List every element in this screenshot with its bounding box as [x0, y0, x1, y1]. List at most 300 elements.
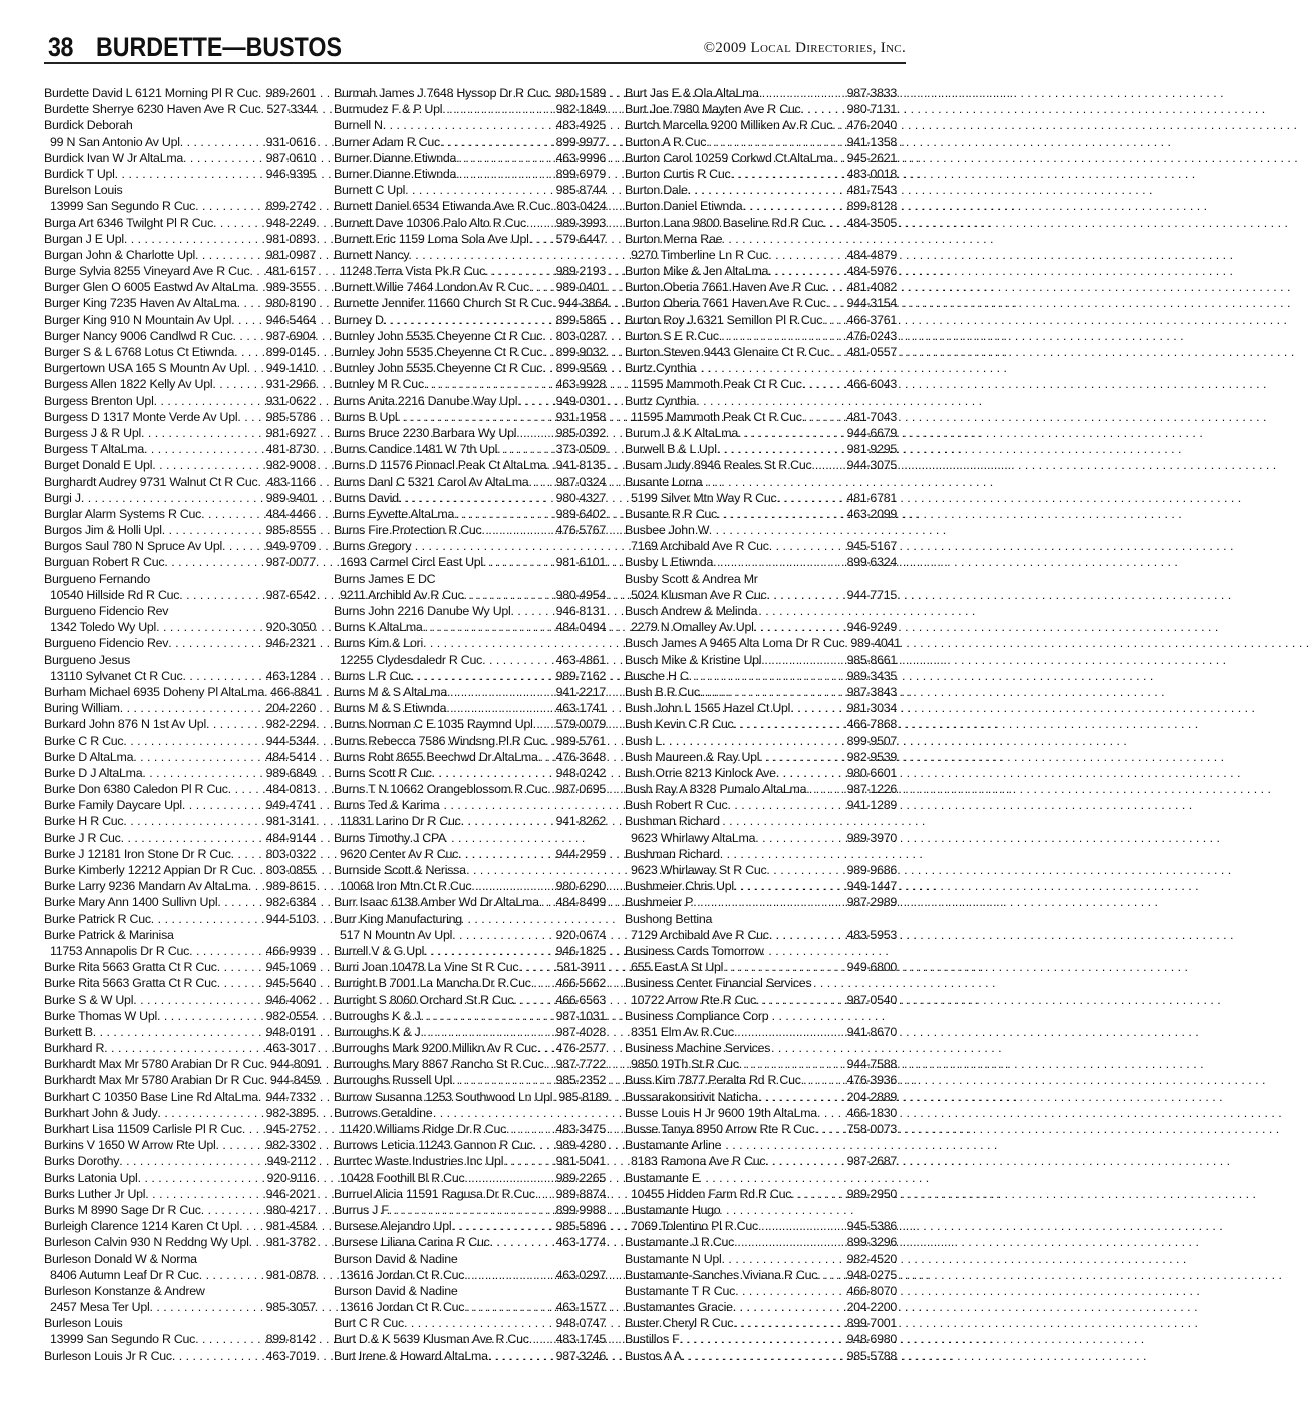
- header-rule: [44, 62, 906, 64]
- listing-phone: 483-0018: [846, 166, 897, 181]
- listing-address: 10540 Hillside Rd R Cuc: [50, 587, 180, 602]
- listing-entry: [334, 295, 609, 311]
- listing-phone: 948-0191: [265, 1024, 316, 1039]
- listing-phone: 989-4280: [555, 1138, 606, 1153]
- listing-phone: 987-1226: [846, 782, 897, 797]
- listing-name: Burner Dianne Etiwnda: [334, 166, 457, 181]
- copyright-notice: ©2009 Local Directories, Inc.: [703, 40, 906, 56]
- listing-name: Burton Carol 10259 Corkwd Ct AltaLma: [625, 150, 833, 165]
- listing-entry: [334, 652, 606, 668]
- listing-name: Burkhardt Max Mr 5780 Arabian Dr R Cuc: [44, 1073, 264, 1088]
- listing-entry: [334, 425, 606, 441]
- dot-leader: [719, 328, 845, 344]
- listing-entry: [625, 554, 897, 570]
- listing-name: Burke D AltaLma: [44, 749, 134, 764]
- dot-leader: [180, 134, 264, 150]
- listing-name: Burkard John 876 N 1st Av Upl: [44, 717, 206, 732]
- listing-entry: [44, 376, 316, 392]
- listing-phone: 982-4520: [846, 1251, 897, 1266]
- listing-name: Burdette Sherrye 6230 Haven Ave R Cuc: [44, 102, 261, 117]
- listing-entry: [334, 684, 606, 700]
- dot-leader: [228, 781, 264, 797]
- listing-phone: 941-8670: [846, 1024, 897, 1039]
- listing-entry: [625, 376, 897, 392]
- listing-entry: [625, 1331, 897, 1347]
- listing-entry: [334, 360, 606, 376]
- dot-leader: [682, 1348, 845, 1364]
- listing-entry: [625, 198, 897, 214]
- listing-name: Burgess T AltaLma: [44, 442, 144, 457]
- listing-name: Burns Eyvette AltaLma: [334, 506, 455, 521]
- listing-name: Burson David & Nadine: [334, 1251, 458, 1266]
- listing-phone: 949-0301: [555, 393, 606, 408]
- dot-leader: [121, 830, 264, 846]
- dot-leader: [156, 619, 264, 635]
- dot-leader: [545, 733, 554, 749]
- listing-name: Bursese Alejandro Upl: [334, 1219, 452, 1234]
- dot-leader: [247, 360, 264, 376]
- dot-leader: [81, 490, 264, 506]
- listing-phone: 899-6324: [846, 555, 897, 570]
- listing-name: Burt Joe 7980 Mayten Ave R Cuc: [625, 102, 801, 117]
- listing-phone: 985-5788: [846, 1348, 897, 1363]
- listing-entry: [44, 1331, 316, 1347]
- listing-name: Burke Thomas W Upl: [44, 1008, 158, 1023]
- listing-address: 517 N Mountn Av Upl: [340, 927, 453, 942]
- listing-phone: 944-3075: [846, 458, 897, 473]
- dot-leader: [488, 1348, 554, 1364]
- listing-name: Burum J & K AltaLma: [625, 425, 739, 440]
- listing-phone: 899-9569: [555, 361, 606, 376]
- listing-name: Bushong Bettina: [625, 911, 713, 926]
- dot-leader: [700, 684, 845, 700]
- listing-address: 10455 Hidden Farm Rd R Cuc: [631, 1186, 792, 1201]
- listing-entry: [44, 554, 316, 570]
- dot-leader: [138, 1170, 265, 1186]
- listing-entry: [625, 1234, 897, 1250]
- listing-phone: 989-9401: [265, 490, 316, 505]
- listing-entry: [44, 215, 316, 231]
- listing-entry: [625, 344, 897, 360]
- listing-phone: 987-0610: [265, 150, 316, 165]
- listing-entry: [334, 668, 606, 684]
- listing-name: Burke Kimberly 12212 Appian Dr R Cuc: [44, 863, 253, 877]
- listing-entry: [625, 781, 897, 797]
- listing-phone: 476-3648: [555, 749, 606, 764]
- listing-entry: [625, 490, 897, 506]
- listing-entry: [44, 134, 316, 150]
- listing-entry: [334, 943, 606, 959]
- listing-name: Burns David: [334, 490, 399, 505]
- listing-phone: 989-2193: [555, 264, 606, 279]
- listing-entry: [625, 700, 897, 716]
- listing-entry: [334, 830, 606, 846]
- dot-leader: [688, 182, 845, 198]
- listing-entry: [334, 1137, 606, 1153]
- dot-leader: [195, 1331, 264, 1347]
- listing-entry: [625, 975, 897, 991]
- listing-entry: [334, 749, 606, 765]
- listing-entry: [625, 409, 897, 425]
- listing-phone: 944-7332: [265, 1089, 316, 1104]
- listing-entry: [625, 1153, 897, 1169]
- listing-entry: [625, 733, 897, 749]
- dot-leader: [233, 328, 264, 344]
- listing-entry: [44, 1315, 316, 1331]
- listing-phone: 944-7588: [846, 1057, 897, 1072]
- dot-leader: [255, 279, 263, 295]
- listing-phone: 466-6043: [846, 377, 897, 392]
- listing-entry: [334, 538, 606, 554]
- dot-leader: [257, 474, 264, 490]
- listing-name: Burton Lana 9800 Baseline Rd R Cuc: [625, 215, 824, 230]
- dot-leader: [662, 733, 845, 749]
- listing-entry: [334, 393, 606, 409]
- listing-address: 13616 Jordan Ct R Cuc: [340, 1300, 465, 1315]
- dot-leader: [738, 425, 845, 441]
- listing-phone: 463-9928: [555, 377, 606, 392]
- listing-entry: [44, 894, 316, 910]
- listing-entry: [334, 134, 606, 150]
- listing-entry: [625, 830, 897, 846]
- listing-name: Burgess Brenton Upl: [44, 393, 154, 408]
- dot-leader: [447, 684, 554, 700]
- listing-name: Burright B 7001 La Mancha Dr R Cuc: [334, 976, 531, 991]
- listing-entry: [44, 457, 316, 473]
- listing-name: Burns T N 10662 Orangeblossom R Cuc: [334, 782, 548, 797]
- listing-phone: 946-4062: [265, 992, 316, 1007]
- dot-leader: [529, 279, 554, 295]
- dot-leader: [689, 668, 845, 684]
- listing-entry: [44, 749, 316, 765]
- listing-entry: [44, 1218, 316, 1234]
- listing-name: Burns Norman C E 1035 Raymnd Upl: [334, 717, 533, 732]
- listing-entry: [334, 279, 606, 295]
- listing-phone: 204-2200: [846, 1300, 897, 1315]
- listing-phone: 987-7722: [555, 1057, 606, 1072]
- listing-entry: [44, 344, 316, 360]
- listing-phone: 989-2601: [265, 86, 316, 100]
- listing-name: Burkhard R: [44, 1041, 105, 1056]
- listing-name: Burkhart Lisa 11509 Carlisle Pl R Cuc: [44, 1122, 242, 1136]
- dot-leader: [420, 1024, 553, 1040]
- listing-entry: [44, 781, 316, 797]
- dot-leader: [456, 166, 553, 182]
- listing-phone: 946-9249: [846, 620, 897, 635]
- listing-phone: 981-3034: [846, 701, 897, 716]
- dot-leader: [201, 1202, 264, 1218]
- listing-phone: 987-3246: [555, 1348, 606, 1363]
- listing-phone: 899-9977: [555, 134, 606, 149]
- listing-phone: 944-2959: [555, 846, 606, 861]
- listing-entry: [44, 1267, 316, 1283]
- listing-phone: 463-2099: [846, 506, 897, 521]
- listing-entry: [334, 587, 606, 603]
- listing-name: Burnett Nancy: [334, 247, 410, 262]
- dot-leader: [802, 409, 845, 425]
- listing-entry: [625, 312, 897, 328]
- listing-phone: 463-1284: [265, 668, 316, 683]
- listing-name: Burns John 2216 Danube Wy Upl: [334, 604, 511, 618]
- listing-name: Bushmeier Chris Upl: [625, 879, 734, 894]
- listing-phone: 899-3296: [846, 1235, 897, 1250]
- listing-entry: [44, 1202, 316, 1218]
- dot-leader: [144, 441, 264, 457]
- dot-leader: [239, 1218, 264, 1234]
- dot-leader: [830, 344, 845, 360]
- listing-entry: [44, 1024, 316, 1040]
- listing-name: Burke Patrick R Cuc: [44, 911, 151, 926]
- listing-phone: 941-8262: [555, 814, 606, 829]
- listing-name: Burgan J E Upl: [44, 231, 124, 246]
- dot-leader: [742, 198, 844, 214]
- listing-entry: [44, 1251, 316, 1267]
- listing-entry: [334, 1008, 606, 1024]
- listing-phone: 941-1289: [846, 798, 897, 813]
- listing-entry: [334, 700, 606, 716]
- listing-name: Burwell B & L Upl: [625, 442, 717, 457]
- listing-entry: [625, 295, 897, 311]
- page-header: [44, 28, 906, 62]
- listing-phone: 944-6679: [846, 425, 897, 440]
- dot-leader: [482, 652, 554, 668]
- listing-entry: [625, 846, 897, 862]
- listing-entry: [44, 393, 316, 409]
- listing-phone: 985-8661: [846, 652, 897, 667]
- listing-entry: [625, 263, 897, 279]
- dot-leader: [432, 765, 554, 781]
- listing-phone: 899-8128: [846, 199, 897, 214]
- listing-phone: 944-7715: [846, 587, 897, 602]
- listing-name: Burgertown USA 165 S Mountn Av Upl: [44, 361, 247, 376]
- dot-leader: [754, 619, 845, 635]
- listing-phone: 579-0079: [555, 717, 606, 732]
- dot-leader: [452, 1072, 554, 1088]
- listing-name: Burnley John 5535 Cheyenne Ct R Cuc: [334, 345, 543, 359]
- listing-entry: [44, 619, 316, 635]
- dot-leader: [242, 1121, 264, 1137]
- listing-phone: 484-4466: [265, 506, 316, 521]
- dot-leader: [542, 360, 553, 376]
- listing-phone: 899-2742: [265, 199, 316, 214]
- listing-entry: [625, 1267, 897, 1283]
- listing-phone: 987-0324: [555, 474, 606, 489]
- listing-phone: 899-6979: [555, 166, 606, 181]
- listing-entry: [44, 797, 316, 813]
- listing-name: Burks M 8990 Sage Dr R Cuc: [44, 1202, 201, 1217]
- listing-name: Busby L Etiwnda: [625, 555, 714, 570]
- listing-phone: 982-6384: [265, 895, 316, 910]
- listing-phone: 948-0747: [555, 1316, 606, 1331]
- listing-entry: [44, 279, 316, 295]
- listing-entry: [625, 749, 897, 765]
- listing-entry: [334, 457, 606, 473]
- listing-phone: 476-0243: [846, 328, 897, 343]
- dot-leader: [542, 328, 553, 344]
- listing-address: 11248 Terra Vista Pk R Cuc: [340, 264, 486, 279]
- listing-name: Bush L: [625, 733, 663, 748]
- listing-name: Business Cards Tomorrow: [625, 943, 764, 958]
- listing-phone: 463-1577: [555, 1300, 606, 1315]
- listing-entry: [334, 975, 606, 991]
- listing-name: Burgan John & Charlotte Upl: [44, 247, 195, 262]
- listing-address: 13999 San Segundo R Cuc: [50, 199, 196, 214]
- listing-name: Busby Scott & Andrea Mr: [625, 571, 758, 586]
- listing-name: Burks Luther Jr Upl: [44, 1186, 146, 1201]
- dot-leader: [231, 846, 264, 862]
- listing-phone: 899-7001: [846, 1316, 897, 1331]
- listing-entry: [625, 1072, 897, 1088]
- dot-leader: [802, 376, 845, 392]
- listing-entry: [334, 1283, 606, 1299]
- listing-phone: 941-2217: [555, 684, 606, 699]
- listing-entry: [334, 1331, 606, 1347]
- listing-phone: 987-0077: [265, 555, 316, 570]
- listing-entry: [625, 587, 897, 603]
- listing-name: Burrtec Waste Industries Inc Upl: [334, 1154, 504, 1169]
- dot-leader: [217, 975, 264, 991]
- listing-phone: 989-8874: [555, 1186, 606, 1201]
- dot-leader: [535, 1186, 554, 1202]
- listing-name: Burke Mary Ann 1400 Sullivn Upl: [44, 895, 218, 910]
- dot-leader: [217, 959, 264, 975]
- dot-leader: [728, 797, 845, 813]
- listing-phone: 463-3017: [265, 1041, 316, 1056]
- dot-leader: [733, 1315, 844, 1331]
- listing-entry: [44, 1056, 321, 1072]
- listing-name: Busch Andrew & Melinda: [625, 604, 758, 618]
- listing-name: Burke H R Cuc: [44, 814, 124, 829]
- dot-leader: [150, 1299, 264, 1315]
- listing-name: Bush Kevin C R Cuc: [625, 717, 734, 732]
- listing-entry: [625, 959, 897, 975]
- dot-leader: [237, 409, 263, 425]
- listing-phone: 466-8841: [270, 684, 321, 699]
- listing-name: Busante R R Cuc: [625, 506, 717, 521]
- dot-leader: [758, 1218, 845, 1234]
- listing-address: 13110 Sylvanet Ct R Cuc: [50, 668, 183, 683]
- listing-phone: 476-2040: [846, 118, 897, 133]
- listing-name: Burger Glen O 6005 Eastwd Av AltaLma: [44, 280, 256, 295]
- dot-leader: [722, 1251, 845, 1267]
- dot-leader: [529, 1331, 554, 1347]
- listing-entry: [44, 506, 316, 522]
- listing-phone: 946-9395: [265, 166, 316, 181]
- listing-phone: 483-4925: [555, 118, 606, 133]
- dot-leader: [511, 603, 554, 619]
- dot-leader: [531, 975, 554, 991]
- listing-phone: 944-3864: [558, 296, 609, 311]
- listing-entry: [44, 263, 316, 279]
- listing-name: Burgos Saul 780 N Spruce Av Upl: [44, 539, 222, 554]
- listing-phone: 899-5865: [555, 312, 606, 327]
- listing-entry: [44, 490, 316, 506]
- dot-leader: [717, 506, 845, 522]
- dot-leader: [791, 1186, 844, 1202]
- listing-phone: 466-8070: [846, 1283, 897, 1298]
- listing-entry: [44, 198, 316, 214]
- listing-address: 10428 Foothill Bl R Cuc: [340, 1170, 465, 1185]
- listing-phone: 981-0987: [265, 247, 316, 262]
- listing-phone: 581-3911: [556, 960, 606, 975]
- listing-entry: [625, 1040, 897, 1056]
- listing-entry: [44, 862, 316, 878]
- listing-name: Bush Ray A 8328 Pumalo AltaLma: [625, 782, 807, 797]
- listing-phone: 579-6447: [555, 231, 606, 246]
- dot-leader: [168, 635, 263, 651]
- listing-entry: [44, 231, 316, 247]
- listing-entry: [44, 813, 316, 829]
- listing-phone: 985-3057: [265, 1300, 316, 1315]
- listing-address: 11420 Williams Ridge Dr R Cuc: [340, 1122, 507, 1136]
- listing-address: 9211 Archibld Av R Cuc: [340, 587, 464, 602]
- dot-leader: [420, 1008, 553, 1024]
- listing-name: Burke Don 6380 Caledon Pl R Cuc: [44, 782, 228, 797]
- dot-leader: [119, 1153, 264, 1169]
- dot-leader: [817, 1267, 844, 1283]
- listing-phone: 981-3141: [265, 814, 316, 829]
- dot-leader: [483, 554, 554, 570]
- dot-leader: [151, 911, 264, 927]
- dot-leader: [397, 409, 553, 425]
- listing-entry: [625, 635, 901, 651]
- listing-phone: 982-0554: [265, 1008, 316, 1023]
- listing-phone: 373-0509: [555, 442, 606, 457]
- listing-entry: [334, 992, 606, 1008]
- listing-name: Burroughs Mark 9200 Millikn Av R Cuc: [334, 1041, 537, 1056]
- listing-address: 7069 Tolentino Pl R Cuc: [631, 1219, 758, 1234]
- listing-name: Burton Steven 9443 Glenaire Ct R Cuc: [625, 345, 830, 359]
- listing-entry: [334, 603, 606, 619]
- listing-phone: 987-4028: [555, 1024, 606, 1039]
- listing-entry: [44, 1121, 316, 1137]
- listing-entry: [44, 150, 316, 166]
- listing-name: Burleigh Clarence 1214 Karen Ct Upl: [44, 1219, 240, 1234]
- listing-phone: 803-0287: [555, 328, 606, 343]
- listing-entry: [334, 927, 606, 943]
- listing-entry: [625, 765, 897, 781]
- listing-entry: [334, 344, 606, 360]
- listing-phone: 463-1741: [555, 701, 606, 716]
- listing-phone: 463-7019: [265, 1348, 316, 1363]
- listing-entry: [44, 360, 316, 376]
- listing-phone: 483-1745: [555, 1332, 606, 1347]
- dot-leader: [142, 765, 263, 781]
- listing-phone: 948-0275: [846, 1267, 897, 1282]
- listing-name: Bush Robert R Cuc: [625, 798, 728, 813]
- listing-phone: 920-9116: [266, 1170, 316, 1185]
- listing-name: Burns Anita 2216 Danube Way Upl: [334, 393, 518, 408]
- listing-name: Burns B Upl: [334, 409, 398, 424]
- listing-entry: [334, 1251, 606, 1267]
- listing-name: Burns Candice 1481 W 7th Upl: [334, 442, 498, 457]
- dot-leader: [231, 312, 263, 328]
- listing-phone: 982-3302: [265, 1138, 316, 1153]
- dot-leader: [758, 1089, 845, 1105]
- listing-name: Burghardt Audrey 9731 Walnut Ct R Cuc: [44, 474, 258, 489]
- listing-entry: [625, 878, 897, 894]
- listing-name: Bustamantes Gracie: [625, 1300, 733, 1315]
- listing-phone: 466-6563: [555, 992, 606, 1007]
- listing-entry: [625, 1202, 897, 1218]
- dot-leader: [452, 927, 554, 943]
- listing-name: Busche H C: [625, 668, 689, 683]
- listing-entry: [625, 684, 897, 700]
- dot-leader: [471, 878, 553, 894]
- listing-name: Burkhart C 10350 Base Line Rd AltaLma: [44, 1089, 258, 1104]
- dot-leader: [182, 668, 263, 684]
- listing-name: Burns D 11576 Pinnacl Peak Ct AltaLma: [334, 458, 547, 473]
